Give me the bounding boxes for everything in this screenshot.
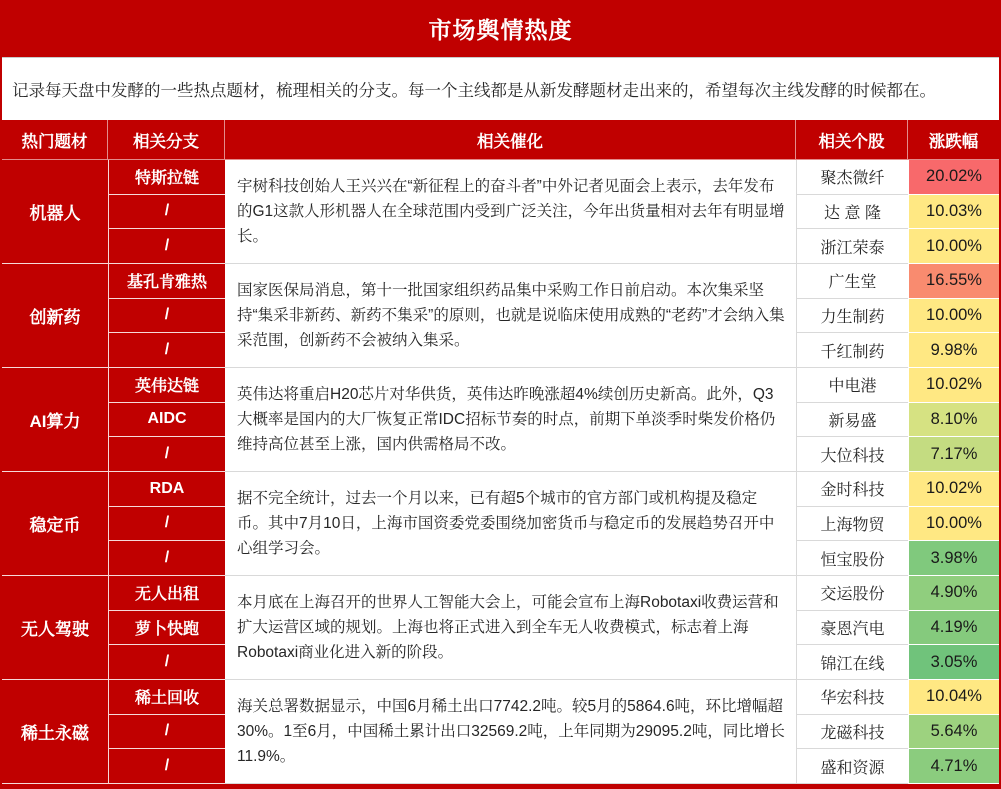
change-pct-cell: 10.04%	[908, 680, 999, 715]
stock-name-cell: 新易盛	[796, 403, 908, 438]
branch-cell: /	[108, 299, 225, 334]
change-pct-cell: 9.98%	[908, 333, 999, 368]
change-pct-cell: 4.90%	[908, 576, 999, 611]
description-bar	[2, 57, 999, 120]
change-pct-cell: 10.03%	[908, 195, 999, 230]
change-pct-cell: 10.00%	[908, 299, 999, 334]
branch-cell: RDA	[108, 472, 225, 507]
branch-cell: 特斯拉链	[108, 160, 225, 195]
topic-cell: 创新药	[2, 264, 108, 368]
branch-cell: /	[108, 749, 225, 784]
stock-name-cell: 恒宝股份	[796, 541, 908, 576]
stock-name-cell: 交运股份	[796, 576, 908, 611]
topic-cell: AI算力	[2, 368, 108, 472]
branch-cell: /	[108, 507, 225, 542]
topic-group	[2, 680, 999, 784]
branch-cell: /	[108, 645, 225, 680]
branch-cell: /	[108, 229, 225, 264]
change-pct-cell: 4.19%	[908, 611, 999, 646]
branch-cell: 无人出租	[108, 576, 225, 611]
bottom-strip	[0, 784, 1001, 789]
branch-cell: /	[108, 333, 225, 368]
change-pct-cell: 7.17%	[908, 437, 999, 472]
description-text: 记录每天盘中发酵的一些热点题材，梳理相关的分支。每一个主线都是从新发酵题材走出来的，希望每次主线发酵的时候都在。	[12, 82, 936, 100]
topic-cell: 稳定币	[2, 472, 108, 576]
stock-name-cell: 广生堂	[796, 264, 908, 299]
topic-group	[2, 160, 999, 264]
topic-group	[2, 368, 999, 472]
topic-cell: 机器人	[2, 160, 108, 264]
change-pct-cell: 8.10%	[908, 403, 999, 438]
branch-cell: /	[108, 541, 225, 576]
change-pct-cell: 4.71%	[908, 749, 999, 784]
topic-group	[2, 472, 999, 576]
stock-name-cell: 中电港	[796, 368, 908, 403]
change-pct-cell: 10.00%	[908, 229, 999, 264]
branch-cell: 英伟达链	[108, 368, 225, 403]
catalyst-cell: 海关总署数据显示，中国6月稀土出口7742.2吨。较5月的5864.6吨，环比增幅超30%。1至6月，中国稀土累计出口32569.2吨，上年同期为29095.2吨，同比增长11.9%。	[225, 680, 796, 784]
change-pct-cell: 10.02%	[908, 368, 999, 403]
header-catalyst: 相关催化	[225, 120, 796, 160]
topic-group	[2, 576, 999, 680]
stock-name-cell: 锦江在线	[796, 645, 908, 680]
topic-cell: 稀土永磁	[2, 680, 108, 784]
stock-name-cell: 金时科技	[796, 472, 908, 507]
change-pct-cell: 5.64%	[908, 715, 999, 750]
stock-name-cell: 千红制药	[796, 333, 908, 368]
change-pct-cell: 20.02%	[908, 160, 999, 195]
stock-name-cell: 上海物贸	[796, 507, 908, 542]
stock-name-cell: 盛和资源	[796, 749, 908, 784]
branch-cell: 基孔肯雅热	[108, 264, 225, 299]
catalyst-cell: 据不完全统计，过去一个月以来，已有超5个城市的官方部门或机构提及稳定币。其中7月10日，上海市国资委党委围绕加密货币与稳定币的发展趋势召开中心组学习会。	[225, 472, 796, 576]
stock-name-cell: 华宏科技	[796, 680, 908, 715]
catalyst-cell: 国家医保局消息，第十一批国家组织药品集中采购工作日前启动。本次集采坚持“集采非新药、新药不集采”的原则，也就是说临床使用成熟的“老药”才会纳入集采范围，创新药不会被纳入集采。	[225, 264, 796, 368]
header-hot-topic: 热门题材	[2, 120, 108, 160]
change-pct-cell: 10.00%	[908, 507, 999, 542]
stock-name-cell: 浙江荣泰	[796, 229, 908, 264]
change-pct-cell: 3.98%	[908, 541, 999, 576]
stock-name-cell: 聚杰微纤	[796, 160, 908, 195]
header-change-pct: 涨跌幅	[908, 120, 999, 160]
change-pct-cell: 3.05%	[908, 645, 999, 680]
catalyst-cell: 宇树科技创始人王兴兴在“新征程上的奋斗者”中外记者见面会上表示，去年发布的G1这款人形机器人在全球范围内受到广泛关注，今年出货量相对去年有明显增长。	[225, 160, 796, 264]
title-banner	[0, 0, 1001, 57]
branch-cell: 稀土回收	[108, 680, 225, 715]
branch-cell: /	[108, 715, 225, 750]
branch-cell: 萝卜快跑	[108, 611, 225, 646]
catalyst-cell: 英伟达将重启H20芯片对华供货，英伟达昨晚涨超4%续创历史新高。此外，Q3大概率是国内的大厂恢复正常IDC招标节奏的时点，前期下单淡季时柴发价格仍维持高位甚至上涨，国内供需格局不改。	[225, 368, 796, 472]
change-pct-cell: 16.55%	[908, 264, 999, 299]
topic-cell: 无人驾驶	[2, 576, 108, 680]
table-header-row	[2, 120, 999, 160]
header-branches: 相关分支	[108, 120, 225, 160]
branch-cell: /	[108, 437, 225, 472]
topic-group	[2, 264, 999, 368]
stock-name-cell: 力生制药	[796, 299, 908, 334]
change-pct-cell: 10.02%	[908, 472, 999, 507]
sentiment-table	[2, 120, 999, 784]
stock-name-cell: 豪恩汽电	[796, 611, 908, 646]
stock-name-cell: 达 意 隆	[796, 195, 908, 230]
header-related-stocks: 相关个股	[796, 120, 908, 160]
table-body	[2, 160, 999, 784]
branch-cell: AIDC	[108, 403, 225, 438]
branch-cell: /	[108, 195, 225, 230]
catalyst-cell: 本月底在上海召开的世界人工智能大会上，可能会宣布上海Robotaxi收费运营和扩大运营区域的规划。上海也将正式进入到全车无人收费模式，标志着上海Robotaxi商业化进入新的阶段。	[225, 576, 796, 680]
stock-name-cell: 大位科技	[796, 437, 908, 472]
stock-name-cell: 龙磁科技	[796, 715, 908, 750]
page-title: 市场舆情热度	[428, 17, 573, 43]
